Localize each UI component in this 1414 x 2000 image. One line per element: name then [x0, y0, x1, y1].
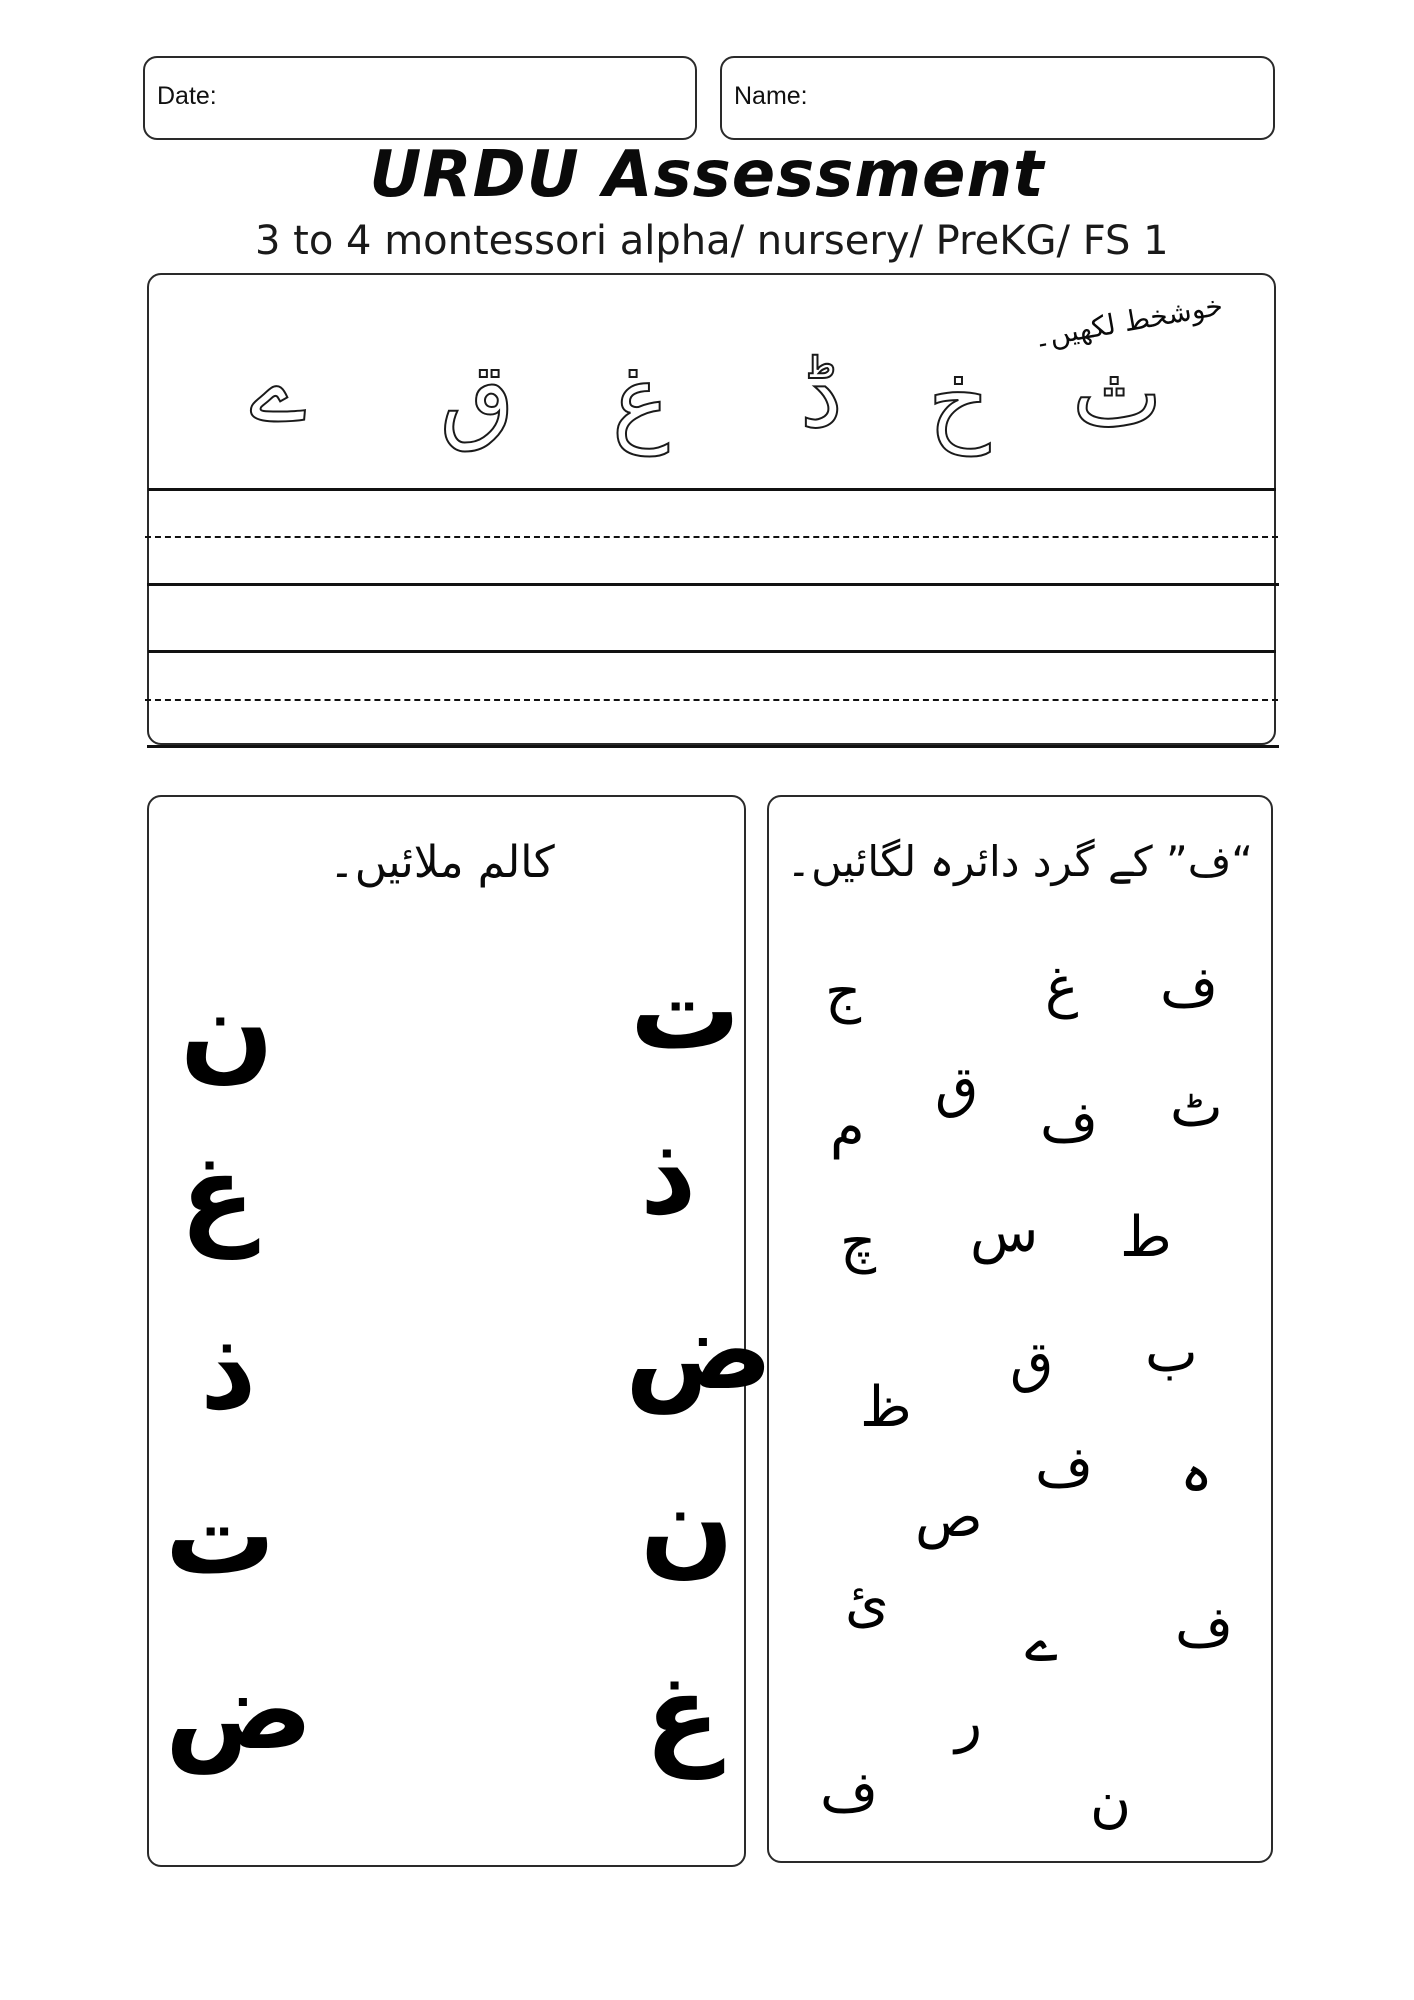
circle-letter: ے [1025, 1610, 1058, 1675]
handwriting-letter: ث [1072, 337, 1163, 449]
name-field[interactable] [720, 56, 1275, 140]
writing-line [147, 745, 1279, 748]
circle-letter: ف [1175, 1595, 1234, 1660]
circle-letter: ظ [860, 1375, 912, 1440]
circle-letter: ف [1160, 955, 1219, 1020]
circle-letter: ئ [845, 1570, 889, 1635]
circle-letter: ن [1090, 1770, 1132, 1835]
match-left-letter: ت [165, 1471, 276, 1599]
match-right-letter: ض [625, 1286, 773, 1414]
handwriting-letter: ڈ [800, 337, 843, 449]
handwriting-letter: ے [250, 332, 307, 444]
match-left-letter: ن [180, 966, 274, 1094]
page-title: URDU Assessment [369, 138, 1045, 212]
match-left-letter: ض [165, 1646, 313, 1774]
date-field[interactable] [143, 56, 697, 140]
circle-letter: ص [915, 1485, 983, 1550]
handwriting-letter: غ [612, 344, 670, 456]
circle-instruction: “ف” کے گرد دائرہ لگائیں۔ [786, 837, 1253, 886]
circle-letter: ط [1120, 1205, 1172, 1270]
circle-letter: ج [825, 960, 862, 1025]
circle-letter: غ [1045, 955, 1079, 1020]
circle-letter: چ [840, 1210, 877, 1275]
writing-line [147, 583, 1279, 586]
circle-letter: س [970, 1200, 1039, 1265]
page-subtitle: 3 to 4 montessori alpha/ nursery/ PreKG/ FS 1 [255, 218, 1169, 264]
writing-guide-line [145, 699, 1278, 701]
match-right-letter: ذ [640, 1111, 697, 1239]
match-left-letter: غ [180, 1131, 256, 1259]
circle-letter: ق [1010, 1330, 1054, 1395]
writing-line [148, 650, 1276, 653]
circle-letter: ف [1035, 1435, 1094, 1500]
circle-letter: ب [1145, 1320, 1198, 1385]
handwriting-letter: ق [440, 342, 515, 454]
circle-letter: ٹ [1170, 1075, 1223, 1140]
match-instruction: کالم ملائیں۔ [329, 837, 555, 888]
match-left-letter: ذ [200, 1306, 257, 1434]
name-label: Name: [734, 82, 808, 110]
writing-line [148, 488, 1276, 491]
circle-letter: ف [820, 1760, 879, 1825]
circle-letter: م [830, 1095, 865, 1160]
match-right-letter: ن [640, 1461, 734, 1589]
handwriting-instruction: خوشخط لکھیں۔ [1030, 288, 1226, 355]
circle-letter: ہ [1180, 1440, 1213, 1505]
circle-letter: ر [955, 1690, 983, 1755]
circle-letter: ق [935, 1055, 979, 1120]
handwriting-letter: خ [928, 344, 990, 456]
circle-letter: ف [1040, 1090, 1099, 1155]
date-label: Date: [157, 82, 217, 110]
writing-guide-line [145, 536, 1278, 538]
match-right-letter: ت [630, 946, 741, 1074]
match-right-letter: غ [645, 1651, 721, 1779]
